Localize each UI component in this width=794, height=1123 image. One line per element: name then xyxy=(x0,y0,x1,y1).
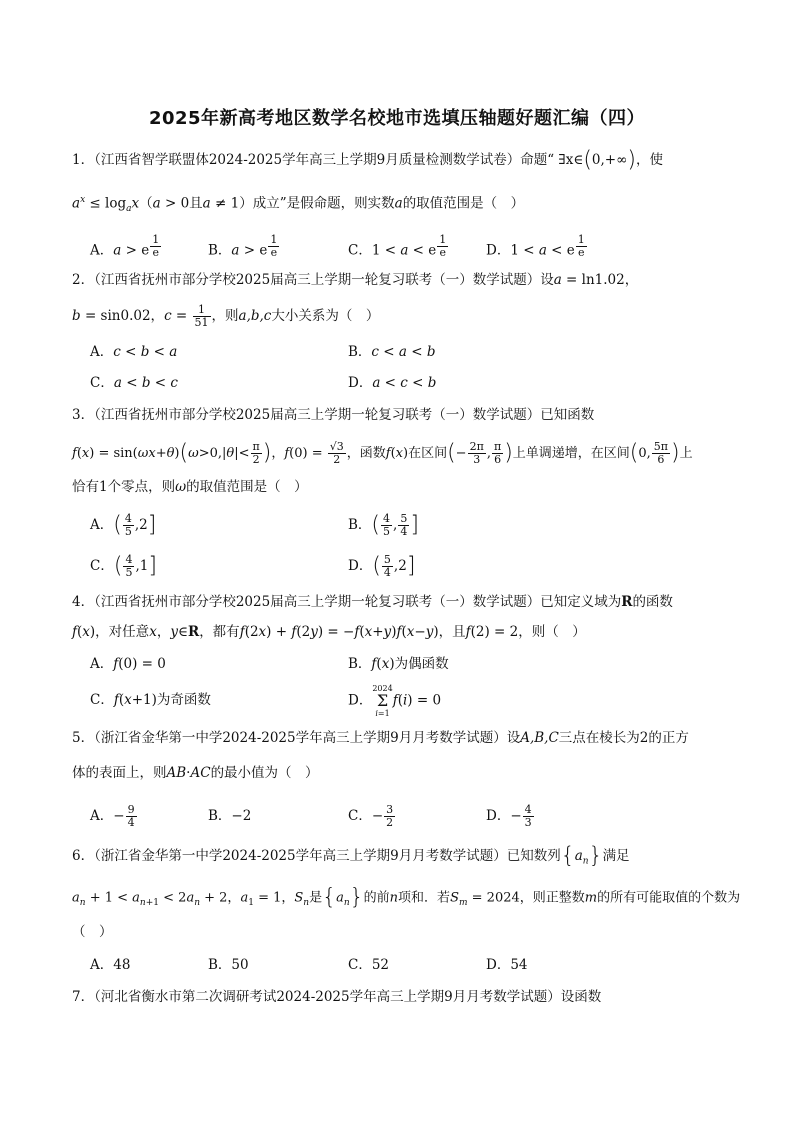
q6-stem-line2: $a_n + 1 < a_{n+1} < 2a_n + 2$，$a_1 = 1$，$S_n$是$\{a_n\}$的前n项和．若$S_m = 2024$，则正整数m的所有可能取值的个数为 xyxy=(72,885,741,910)
q6-option-d[interactable]: D．54 xyxy=(486,957,528,973)
q3-option-d[interactable]: D．( $\frac{5}{4}$ ,2] xyxy=(348,553,416,579)
q4-stem-line2: f(x)，对任意x，y∈R，都有f(2x) + f(2y) = −f(x+y)f(x−y)，且f(2) = 2，则（ ） xyxy=(72,624,586,640)
q2-option-d[interactable]: D．a < c < b xyxy=(348,375,437,391)
q3-stem-line2: f(x) = sin(ωx+θ)(ω>0,|θ|< $\frac{\pi}{2}$ )，f(0) = $\frac{√3}{2}$ ，函数f(x)在区间(− $\frac{2\pi}{3}$ , $\frac{\pi}{6}$ )上单调递增，在区间(0, $\frac{5\pi}{6}$ )上 xyxy=(72,440,693,466)
q4-stem-line1: 4．（江西省抚州市部分学校2025届高三上学期一轮复习联考（一）数学试题）已知定义域为R的函数 xyxy=(72,594,673,610)
q3-option-b[interactable]: B．( $\frac{4}{5}$ , $\frac{5}{4}$ ] xyxy=(348,512,419,538)
q5-option-a[interactable]: A．− $\frac{9}{4}$ xyxy=(90,803,135,829)
q2-option-b[interactable]: B．c < a < b xyxy=(348,344,436,360)
q2-stem-line2: b = sin0.02，c = $\frac{1}{51}$ ，则a,b,c大小关系为（ ） xyxy=(72,303,380,329)
q6-stem-line3: （ ） xyxy=(72,924,113,940)
q6-option-a[interactable]: A．48 xyxy=(90,957,131,973)
q6-stem-line1: 6．（浙江省金华第一中学2024-2025学年高三上学期9月月考数学试题）已知数列$\{a_n\}$满足 xyxy=(72,843,630,869)
q5-stem-line2: 体的表面上，则AB·AC的最小值为（ ） xyxy=(72,765,319,781)
q1-option-b[interactable]: B．a > e $^{\frac{1}{e}}$ xyxy=(208,233,278,259)
q1-stem-line1: 1．（江西省智学联盟体2024-2025学年高三上学期9月质量检测数学试卷）命题“ ∃x∈(0,+∞)，使 xyxy=(72,147,663,173)
q3-stem-line3: 恰有1个零点，则ω的取值范围是（ ） xyxy=(72,479,308,495)
q4-option-d[interactable]: D．2024 Σ i=1f(i) = 0 xyxy=(348,684,442,718)
q5-option-c[interactable]: C．− $\frac{3}{2}$ xyxy=(348,803,394,829)
q1-option-a[interactable]: A．a > e $^{\frac{1}{e}}$ xyxy=(90,233,160,259)
q5-option-d[interactable]: D．− $\frac{4}{3}$ xyxy=(486,803,532,829)
q6-option-c[interactable]: C．52 xyxy=(348,957,390,973)
q3-stem-line1: 3．（江西省抚州市部分学校2025届高三上学期一轮复习联考（一）数学试题）已知函数 xyxy=(72,407,595,423)
q4-option-a[interactable]: A．f(0) = 0 xyxy=(90,656,166,672)
q2-option-c[interactable]: C．a < b < c xyxy=(90,375,178,391)
q3-option-a[interactable]: A．( $\frac{4}{5}$ ,2] xyxy=(90,512,157,538)
q1-option-c[interactable]: C．1 < a < e $^{\frac{1}{e}}$ xyxy=(348,233,447,259)
page-title: 2025年新高考地区数学名校地市选填压轴题好题汇编（四） xyxy=(148,108,646,129)
q1-option-d[interactable]: D．1 < a < e $^{\frac{1}{e}}$ xyxy=(486,233,585,259)
q2-option-a[interactable]: A．c < b < a xyxy=(90,344,178,360)
q4-option-b[interactable]: B．f(x)为偶函数 xyxy=(348,656,449,672)
q3-option-c[interactable]: C．( $\frac{4}{5}$ ,1] xyxy=(90,553,157,579)
q7-stem-line1: 7．（河北省衡水市第二次调研考试2024-2025学年高三上学期9月月考数学试题）设函数 xyxy=(72,989,602,1005)
q5-option-b[interactable]: B．−2 xyxy=(208,808,252,824)
q4-option-c[interactable]: C．f(x+1)为奇函数 xyxy=(90,692,211,708)
q6-option-b[interactable]: B．50 xyxy=(208,957,249,973)
q2-stem-line1: 2．（江西省抚州市部分学校2025届高三上学期一轮复习联考（一）数学试题）设a = ln1.02， xyxy=(72,272,639,288)
q1-stem-line2: $a^x \le \log_ax(a > 0$且a ≠ 1）成立”是假命题，则实数a的取值范围是（ ） xyxy=(72,195,525,215)
q5-stem-line1: 5．（浙江省金华第一中学2024-2025学年高三上学期9月月考数学试题）设A,B,C三点在棱长为2的正方 xyxy=(72,730,689,746)
